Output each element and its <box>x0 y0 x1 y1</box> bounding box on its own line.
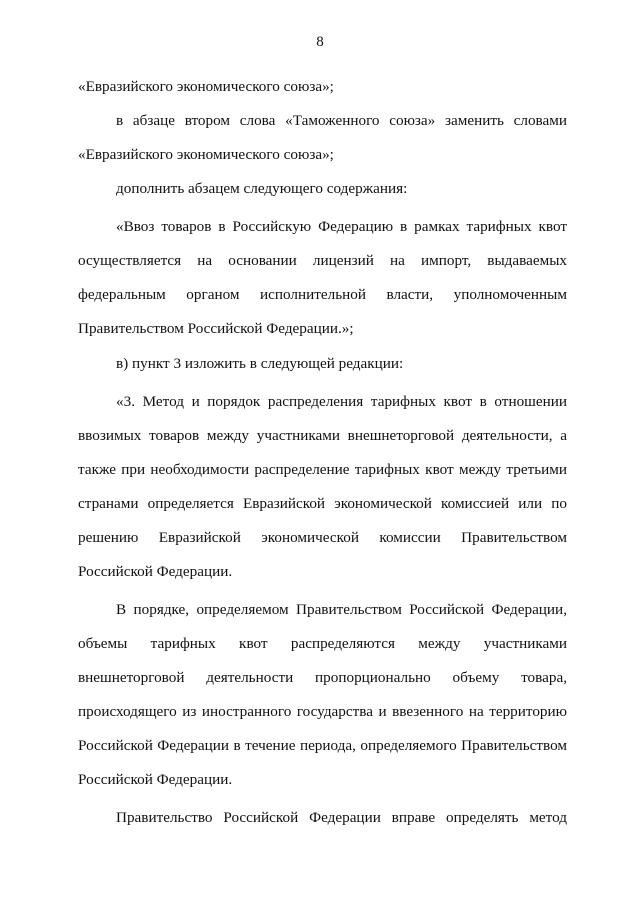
text-line-5: «Ввоз товаров в Российскую Федерацию в рамках тарифных квот <box>116 218 567 235</box>
text-line-17: объемы тарифных квот распределяются между участниками <box>78 635 567 652</box>
text-line-22: Правительство Российской Федерации вправе определять метод <box>116 809 567 826</box>
text-line-11: ввозимых товаров между участниками внешнеторговой деятельности, а <box>78 427 567 444</box>
text-line-7: федеральным органом исполнительной власти, уполномоченным <box>78 286 567 303</box>
text-line-15: Российской Федерации. <box>78 563 233 580</box>
text-line-21: Российской Федерации. <box>78 771 233 788</box>
text-line-19: происходящего из иностранного государства и ввезенного на территорию <box>78 703 567 720</box>
text-line-20: Российской Федерации в течение периода, определяемого Правительством <box>78 737 567 754</box>
text-line-16: В порядке, определяемом Правительством Российской Федерации, <box>116 601 567 618</box>
text-line-4: дополнить абзацем следующего содержания: <box>116 180 408 197</box>
text-line-6: осуществляется на основании лицензий на импорт, выдаваемых <box>78 252 567 269</box>
text-line-2: в абзаце втором слова «Таможенного союза» заменить словами <box>116 112 567 129</box>
text-line-14: решению Евразийской экономической комиссии Правительством <box>78 529 567 546</box>
text-line-18: внешнеторговой деятельности пропорционально объему товара, <box>78 669 567 686</box>
text-line-13: странами определяется Евразийской экономической комиссией или по <box>78 495 567 512</box>
text-line-12: также при необходимости распределение тарифных квот между третьими <box>78 461 567 478</box>
text-line-10: «3. Метод и порядок распределения тарифных квот в отношении <box>116 393 567 410</box>
text-line-9: в) пункт 3 изложить в следующей редакции: <box>116 355 404 372</box>
text-line-8: Правительством Российской Федерации.»; <box>78 320 354 337</box>
page-number: 8 <box>316 34 324 50</box>
text-line-3: «Евразийского экономического союза»; <box>78 146 334 163</box>
text-line-1: «Евразийского экономического союза»; <box>78 78 334 95</box>
